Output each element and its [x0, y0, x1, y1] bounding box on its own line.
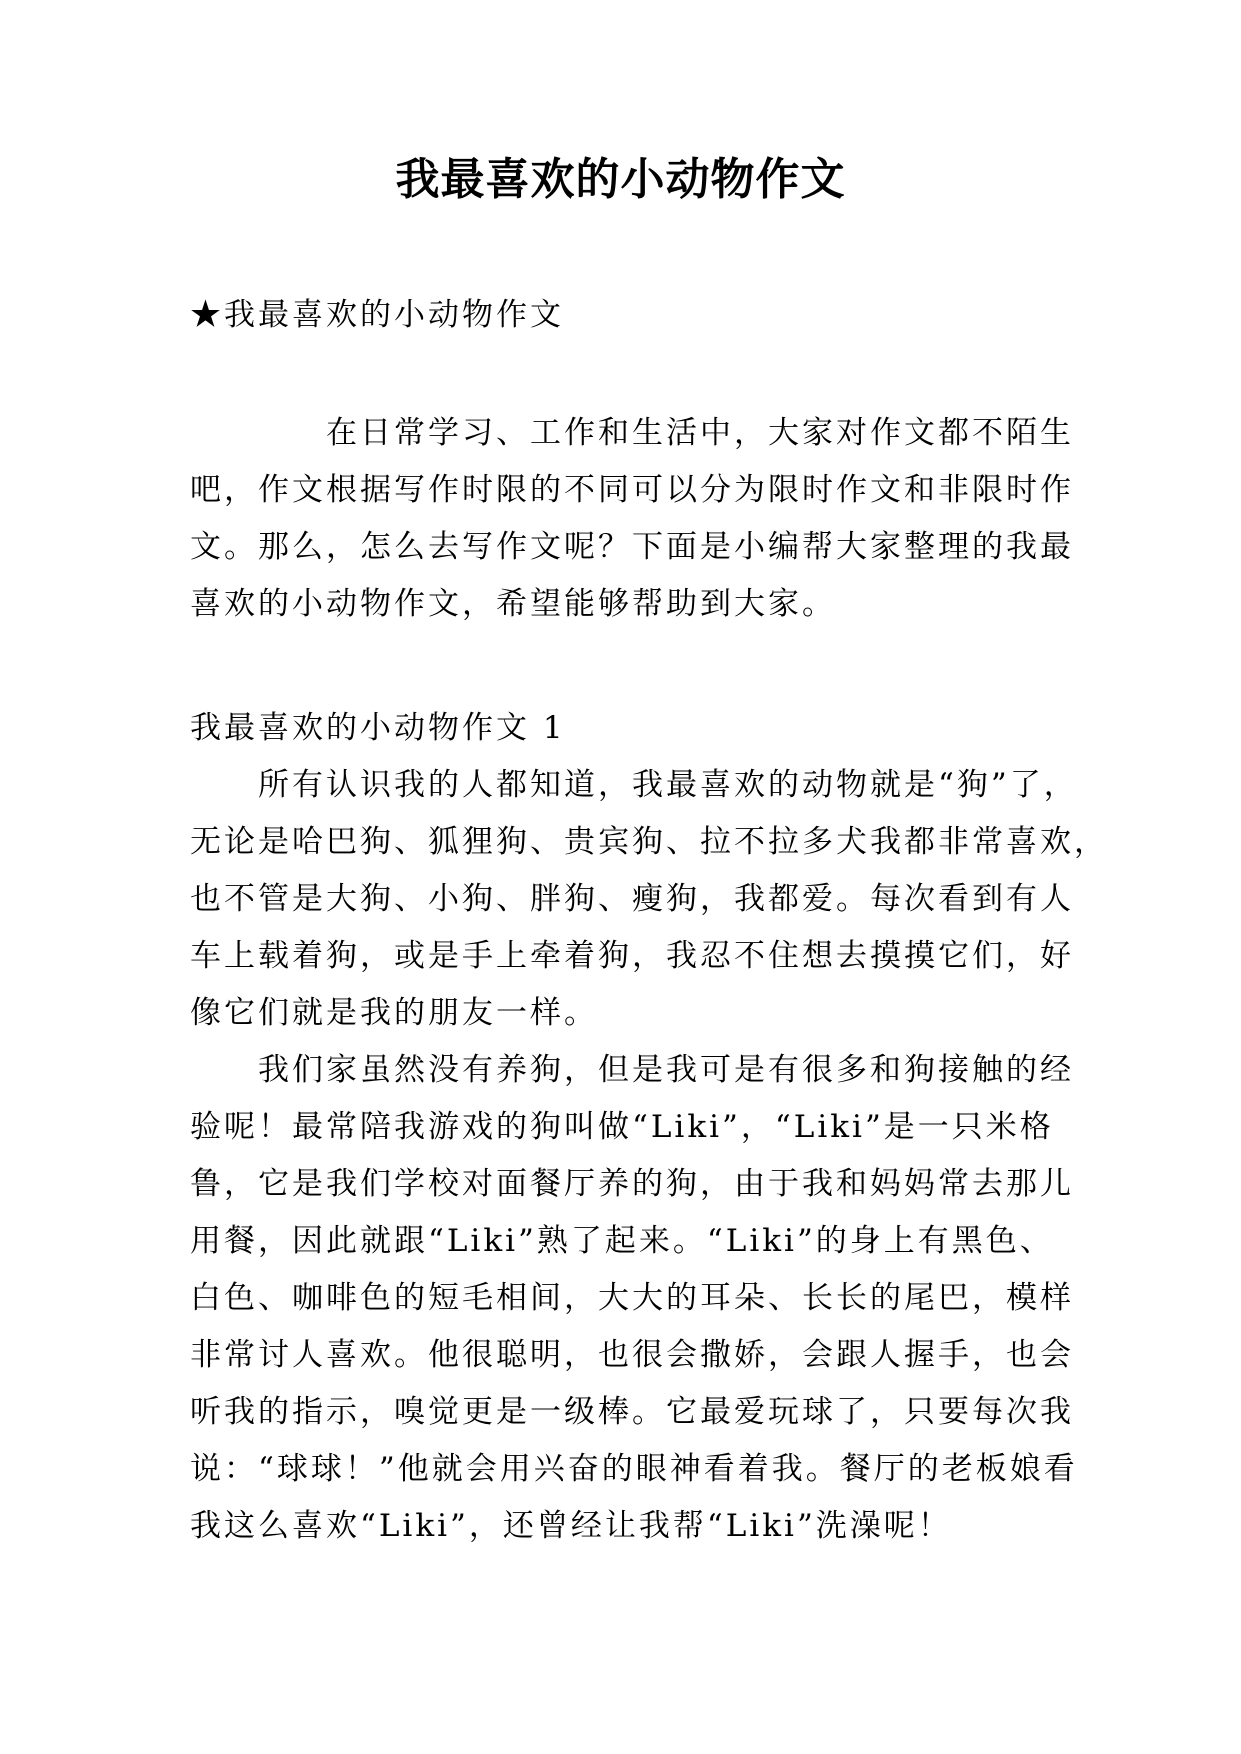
essay-line: 用餐，因此就跟“Liki”熟了起来。“Liki”的身上有黑色、: [190, 1223, 1054, 1259]
intro-line: 吧，作文根据写作时限的不同可以分为限时作文和非限时作: [190, 472, 1074, 508]
document-subheading: ★我最喜欢的小动物作文: [190, 297, 564, 333]
intro-line: 喜欢的小动物作文，希望能够帮助到大家。: [190, 586, 836, 622]
intro-line: 在日常学习、工作和生活中，大家对作文都不陌生: [190, 415, 1074, 451]
intro-paragraph: [190, 405, 1074, 633]
essay-line: 鲁，它是我们学校对面餐厅养的狗，由于我和妈妈常去那儿: [190, 1166, 1074, 1202]
essay-line: 听我的指示，嗅觉更是一级棒。它最爱玩球了，只要每次我: [190, 1394, 1074, 1430]
intro-line: 文。那么，怎么去写作文呢？下面是小编帮大家整理的我最: [190, 529, 1074, 565]
essay-line: 白色、咖啡色的短毛相间，大大的耳朵、长长的尾巴，模样: [190, 1280, 1074, 1316]
essay-line: 我这么喜欢“Liki”，还曾经让我帮“Liki”洗澡呢！: [190, 1508, 952, 1544]
essay-line: 说：“球球！”他就会用兴奋的眼神看着我。餐厅的老板娘看: [190, 1451, 1078, 1487]
essay-line: 车上载着狗，或是手上牵着狗，我忍不住想去摸摸它们，好: [190, 938, 1074, 974]
essay-line: 无论是哈巴狗、狐狸狗、贵宾狗、拉不拉多犬我都非常喜欢，: [190, 824, 1108, 860]
essay-line: 我们家虽然没有养狗，但是我可是有很多和狗接触的经: [190, 1052, 1074, 1088]
section-heading: 我最喜欢的小动物作文 1: [190, 710, 566, 746]
essay-line: 验呢！最常陪我游戏的狗叫做“Liki”，“Liki”是一只米格: [190, 1109, 1054, 1145]
essay-line: 像它们就是我的朋友一样。: [190, 995, 598, 1031]
essay-section-1: [190, 700, 1108, 1555]
essay-line: 非常讨人喜欢。他很聪明，也很会撒娇，会跟人握手，也会: [190, 1337, 1074, 1373]
document-title: 我最喜欢的小动物作文: [395, 154, 846, 205]
essay-line: 也不管是大狗、小狗、胖狗、瘦狗，我都爱。每次看到有人: [190, 881, 1074, 917]
essay-line: 所有认识我的人都知道，我最喜欢的动物就是“狗”了，: [190, 767, 1078, 803]
